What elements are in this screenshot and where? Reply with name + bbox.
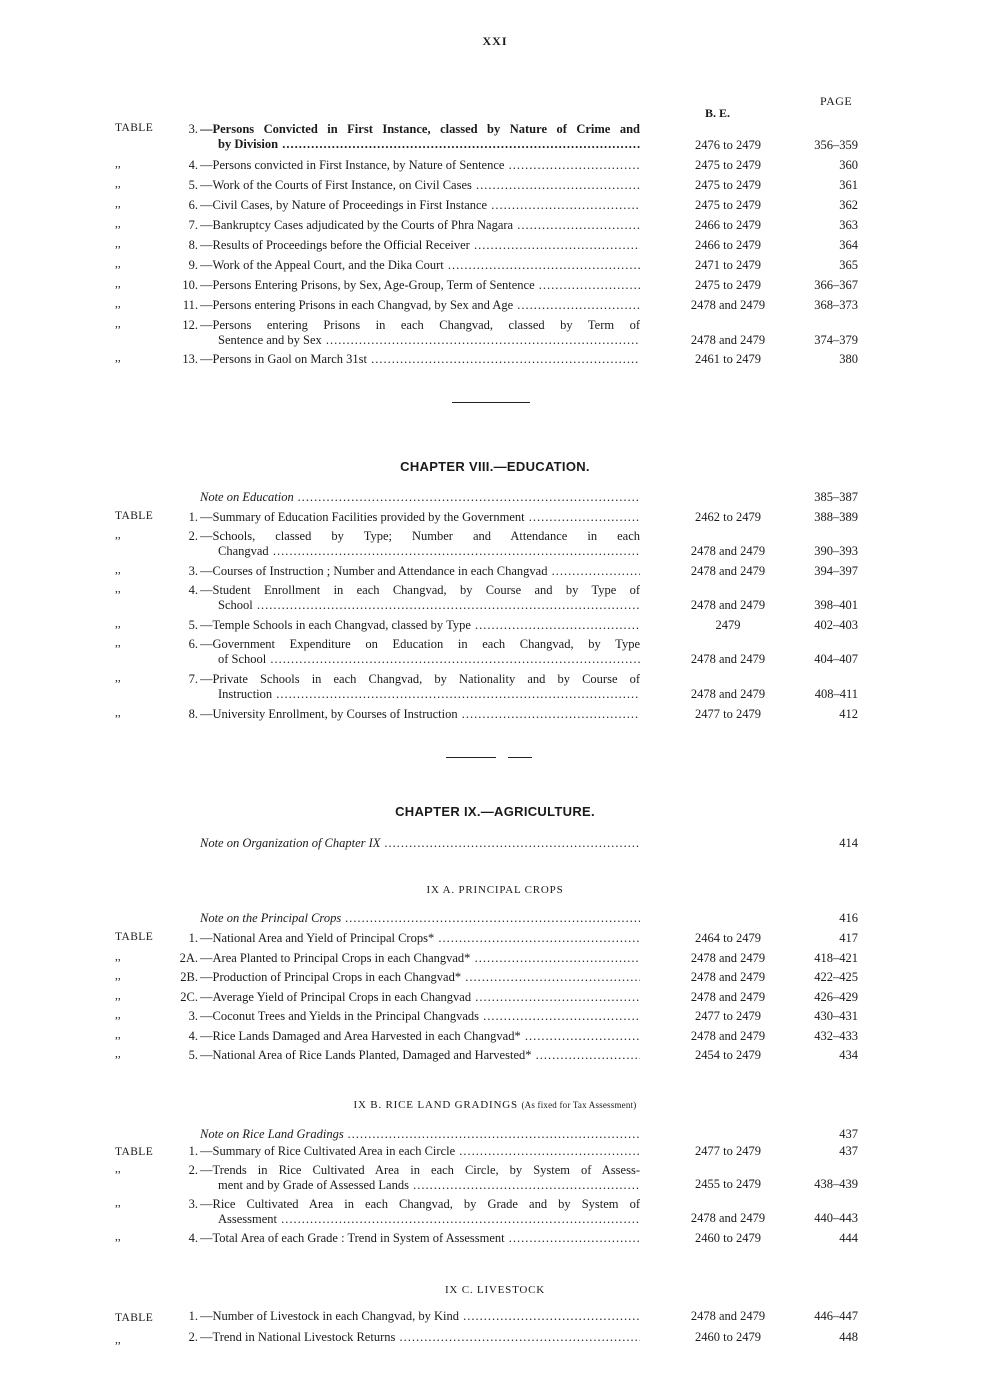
title-line: —Persons entering Prisons in each Changvad, by Sex and Age ..... — [200, 298, 640, 313]
entry-title — [200, 1009, 640, 1024]
entry-pages: 374–379 — [814, 333, 858, 347]
entry-years: 2466 to 2479 — [695, 218, 761, 232]
entry-title — [200, 122, 640, 151]
table-label: ,, — [115, 990, 121, 1002]
table-number: 1. — [188, 1144, 198, 1158]
title-line: Instruction ..... — [200, 687, 640, 702]
entry-years: 2478 and 2479 — [690, 970, 766, 984]
entry-title — [200, 238, 640, 253]
title-line: Note on Organization of Chapter IX ..... — [200, 836, 640, 851]
entry-years: 2478 and 2479 — [690, 990, 766, 1004]
entry-title — [200, 951, 640, 966]
column-header-page: PAGE — [820, 94, 853, 108]
entry-pages: 432–433 — [814, 1029, 858, 1043]
title-line: —Temple Schools in each Changvad, classed by Type ..... — [200, 618, 640, 633]
table-label: ,, — [115, 1231, 121, 1243]
table-number: 4. — [188, 1231, 198, 1245]
entry-title — [200, 618, 640, 633]
entry-pages: 426–429 — [814, 990, 858, 1004]
entry-title — [200, 198, 640, 213]
entry-title — [200, 218, 640, 233]
section-heading-title: IX B. RICE LAND GRADINGS — [353, 1099, 518, 1111]
entry-years: 2478 and 2479 — [690, 544, 766, 558]
title-line: —National Area and Yield of Principal Crops* ..... — [200, 931, 640, 946]
table-label: ,, — [115, 707, 121, 719]
title-line: —Persons entering Prisons in each Changvad, classed by Term of — [200, 318, 640, 332]
entry-pages: 408–411 — [814, 687, 858, 701]
entry-pages: 434 — [839, 1048, 858, 1062]
table-label: ,, — [115, 158, 121, 170]
entry-years: 2460 to 2479 — [695, 1330, 761, 1344]
section-heading — [0, 1099, 990, 1111]
title-line: —Schools, classed by Type; Number and Attendance in each — [200, 529, 640, 543]
entry-title — [200, 1197, 640, 1226]
title-line: —Total Area of each Grade : Trend in System of Assessment ..... — [200, 1231, 640, 1246]
table-label: ,, — [115, 529, 121, 541]
table-label: ,, — [115, 298, 121, 310]
entry-years: 2478 and 2479 — [690, 1029, 766, 1043]
entry-pages: 385–387 — [814, 490, 858, 504]
table-number: 5. — [188, 618, 198, 632]
entry-pages: 365 — [839, 258, 858, 272]
table-number: 8. — [188, 707, 198, 721]
title-line: —Summary of Rice Cultivated Area in each Circle ..... — [200, 1144, 640, 1159]
title-line: —Bankruptcy Cases adjudicated by the Courts of Phra Nagara ..... — [200, 218, 640, 233]
entry-title — [200, 178, 640, 193]
table-number: 2B. — [180, 970, 198, 984]
title-line: —Persons convicted in First Instance, by Nature of Sentence ..... — [200, 158, 640, 173]
table-number: 1. — [188, 510, 198, 524]
entry-years: 2476 to 2479 — [695, 138, 761, 152]
entry-pages: 368–373 — [814, 298, 858, 312]
table-label: ,, — [115, 564, 121, 576]
entry-title — [200, 1231, 640, 1246]
title-line: —Trend in National Livestock Returns ..... — [200, 1330, 640, 1345]
entry-title — [200, 672, 640, 701]
entry-years: 2471 to 2479 — [695, 258, 761, 272]
table-number: 6. — [188, 198, 198, 212]
entry-years: 2462 to 2479 — [695, 510, 761, 524]
table-number: 10. — [182, 278, 198, 292]
entry-pages: 356–359 — [814, 138, 858, 152]
entry-title — [200, 529, 640, 558]
entry-years: 2461 to 2479 — [695, 352, 761, 366]
entry-pages: 437 — [839, 1127, 858, 1141]
title-line: Note on the Principal Crops ..... — [200, 911, 640, 926]
entry-years: 2460 to 2479 — [695, 1231, 761, 1245]
title-line: —Coconut Trees and Yields in the Principal Changvads ..... — [200, 1009, 640, 1024]
title-line: —Area Planted to Principal Crops in each Changvad* ..... — [200, 951, 640, 966]
entry-pages: 448 — [839, 1330, 858, 1344]
table-number: 3. — [188, 1197, 198, 1211]
title-line: —Number of Livestock in each Changvad, by Kind ..... — [200, 1309, 640, 1324]
title-line: —Private Schools in each Changvad, by Nationality and by Course of — [200, 672, 640, 686]
entry-years: 2478 and 2479 — [690, 652, 766, 666]
title-line: —Trends in Rice Cultivated Area in each Circle, by System of Assess- — [200, 1163, 640, 1177]
table-label: ,, — [115, 618, 121, 630]
entry-title — [200, 564, 640, 579]
chapter-heading: CHAPTER VIII.—EDUCATION. — [400, 459, 590, 474]
title-line: —Student Enrollment in each Changvad, by Course and by Type of — [200, 583, 640, 597]
entry-years: 2478 and 2479 — [690, 333, 766, 347]
title-line: Assessment ..... — [200, 1212, 640, 1227]
entry-pages: 404–407 — [814, 652, 858, 666]
table-label: TABLE — [115, 1312, 154, 1324]
table-number: 11. — [182, 298, 198, 312]
table-label: ,, — [115, 1163, 121, 1175]
entry-pages: 444 — [839, 1231, 858, 1245]
entry-years: 2475 to 2479 — [695, 178, 761, 192]
entry-pages: 362 — [839, 198, 858, 212]
entry-years: 2466 to 2479 — [695, 238, 761, 252]
table-label: TABLE — [115, 931, 154, 943]
title-line: of School ..... — [200, 652, 640, 667]
table-number: 5. — [188, 1048, 198, 1062]
entry-years: 2455 to 2479 — [695, 1177, 761, 1191]
table-number: 4. — [188, 158, 198, 172]
entry-pages: 437 — [839, 1144, 858, 1158]
entry-title — [200, 318, 640, 347]
entry-title — [200, 836, 640, 851]
title-line: Sentence and by Sex ..... — [200, 333, 640, 348]
table-label: ,, — [115, 178, 121, 190]
table-number: 6. — [188, 637, 198, 651]
table-number: 9. — [188, 258, 198, 272]
table-label: ,, — [115, 258, 121, 270]
entry-years: 2478 and 2479 — [690, 298, 766, 312]
table-label: ,, — [115, 1334, 121, 1346]
title-line: —University Enrollment, by Courses of Instruction ..... — [200, 707, 640, 722]
entry-title — [200, 1330, 640, 1345]
entry-pages: 438–439 — [814, 1177, 858, 1191]
column-header-years: B. E. — [705, 106, 731, 120]
section-divider — [508, 757, 532, 758]
entry-title — [200, 258, 640, 273]
entry-pages: 364 — [839, 238, 858, 252]
entry-title — [200, 278, 640, 293]
entry-title — [200, 158, 640, 173]
table-label: ,, — [115, 970, 121, 982]
entry-title — [200, 490, 640, 505]
title-line: —Work of the Appeal Court, and the Dika Court ..... — [200, 258, 640, 273]
entry-years: 2454 to 2479 — [695, 1048, 761, 1062]
table-label: ,, — [115, 278, 121, 290]
entry-years: 2475 to 2479 — [695, 158, 761, 172]
table-number: 7. — [188, 218, 198, 232]
title-line: —Summary of Education Facilities provided by the Government ..... — [200, 510, 640, 525]
title-line: Changvad ..... — [200, 544, 640, 559]
title-line: —Courses of Instruction ; Number and Attendance in each Changvad ..... — [200, 564, 640, 579]
entry-years: 2478 and 2479 — [690, 564, 766, 578]
chapter-heading: CHAPTER IX.—AGRICULTURE. — [395, 804, 595, 819]
entry-pages: 361 — [839, 178, 858, 192]
title-line: —Government Expenditure on Education in each Changvad, by Type — [200, 637, 640, 651]
section-heading-note: (As fixed for Tax Assessment) — [521, 1100, 637, 1110]
entry-pages: 440–443 — [814, 1211, 858, 1225]
table-label: ,, — [115, 1009, 121, 1021]
entry-years: 2475 to 2479 — [695, 278, 761, 292]
section-divider — [452, 402, 530, 403]
entry-years: 2478 and 2479 — [690, 1309, 766, 1323]
entry-years: 2477 to 2479 — [695, 1144, 761, 1158]
title-line: —National Area of Rice Lands Planted, Damaged and Harvested* ..... — [200, 1048, 640, 1063]
entry-years: 2477 to 2479 — [695, 1009, 761, 1023]
entry-pages: 380 — [839, 352, 858, 366]
table-label: ,, — [115, 352, 121, 364]
title-line: —Rice Lands Damaged and Area Harvested in each Changvad* ..... — [200, 1029, 640, 1044]
table-number: 2. — [188, 529, 198, 543]
entry-pages: 446–447 — [814, 1309, 858, 1323]
entry-title — [200, 707, 640, 722]
entry-years: 2478 and 2479 — [690, 1211, 766, 1225]
entry-pages: 363 — [839, 218, 858, 232]
title-line: —Rice Cultivated Area in each Changvad, by Grade and by System of — [200, 1197, 640, 1211]
entry-pages: 422–425 — [814, 970, 858, 984]
entry-title — [200, 583, 640, 612]
entry-title — [200, 1144, 640, 1159]
entry-title — [200, 911, 640, 926]
entry-pages: 418–421 — [814, 951, 858, 965]
table-number: 4. — [188, 583, 198, 597]
table-number: 5. — [188, 178, 198, 192]
title-line: —Work of the Courts of First Instance, on Civil Cases ..... — [200, 178, 640, 193]
entry-title — [200, 637, 640, 666]
entry-years: 2478 and 2479 — [690, 687, 766, 701]
table-label: ,, — [115, 1029, 121, 1041]
table-label: ,, — [115, 637, 121, 649]
entry-years: 2475 to 2479 — [695, 198, 761, 212]
entry-title — [200, 931, 640, 946]
title-line: by Division ..... — [200, 137, 640, 152]
entry-pages: 416 — [839, 911, 858, 925]
table-number: 12. — [182, 318, 198, 332]
entry-title — [200, 352, 640, 367]
entry-pages: 414 — [839, 836, 858, 850]
table-label: TABLE — [115, 1146, 154, 1158]
title-line: —Civil Cases, by Nature of Proceedings in First Instance ..... — [200, 198, 640, 213]
entry-pages: 430–431 — [814, 1009, 858, 1023]
table-number: 2C. — [180, 990, 198, 1004]
entry-title — [200, 970, 640, 985]
table-number: 2A. — [179, 951, 198, 965]
table-label: ,, — [115, 583, 121, 595]
section-heading: IX A. PRINCIPAL CROPS — [426, 884, 564, 896]
entry-years: 2464 to 2479 — [695, 931, 761, 945]
table-number: 8. — [188, 238, 198, 252]
title-line: —Production of Principal Crops in each Changvad* ..... — [200, 970, 640, 985]
page-number: XXI — [482, 34, 508, 48]
table-number: 1. — [188, 931, 198, 945]
table-number: 3. — [188, 122, 198, 136]
title-line: —Persons Entering Prisons, by Sex, Age-Group, Term of Sentence ..... — [200, 278, 640, 293]
table-label: ,, — [115, 218, 121, 230]
table-label: TABLE — [115, 122, 154, 134]
entry-pages: 360 — [839, 158, 858, 172]
entry-pages: 402–403 — [814, 618, 858, 632]
title-line: Note on Education ..... — [200, 490, 640, 505]
table-label: TABLE — [115, 510, 154, 522]
table-number: 2. — [188, 1163, 198, 1177]
table-label: ,, — [115, 238, 121, 250]
title-line: School ..... — [200, 598, 640, 613]
table-number: 13. — [182, 352, 198, 366]
section-divider — [446, 757, 496, 758]
entry-pages: 398–401 — [814, 598, 858, 612]
table-number: 1. — [188, 1309, 198, 1323]
entry-title — [200, 1029, 640, 1044]
title-line: Note on Rice Land Gradings ..... — [200, 1127, 640, 1142]
table-number: 3. — [188, 564, 198, 578]
entry-pages: 388–389 — [814, 510, 858, 524]
table-number: 7. — [188, 672, 198, 686]
table-label: ,, — [115, 198, 121, 210]
entry-pages: 412 — [839, 707, 858, 721]
entry-title — [200, 510, 640, 525]
entry-pages: 417 — [839, 931, 858, 945]
title-line: —Average Yield of Principal Crops in each Changvad ..... — [200, 990, 640, 1005]
entry-years: 2478 and 2479 — [690, 598, 766, 612]
title-line: —Persons Convicted in First Instance, classed by Nature of Crime and — [200, 122, 640, 136]
entry-title — [200, 1163, 640, 1192]
entry-years: 2479 — [715, 618, 741, 632]
entry-title — [200, 1127, 640, 1142]
entry-title — [200, 1309, 640, 1324]
table-label: ,, — [115, 318, 121, 330]
entry-pages: 366–367 — [814, 278, 858, 292]
table-label: ,, — [115, 951, 121, 963]
entry-title — [200, 990, 640, 1005]
entry-pages: 390–393 — [814, 544, 858, 558]
entry-years: 2477 to 2479 — [695, 707, 761, 721]
table-label: ,, — [115, 1048, 121, 1060]
table-label: ,, — [115, 1197, 121, 1209]
table-number: 4. — [188, 1029, 198, 1043]
title-line: —Results of Proceedings before the Official Receiver ..... — [200, 238, 640, 253]
title-line: ment and by Grade of Assessed Lands ..... — [200, 1178, 640, 1193]
entry-title — [200, 1048, 640, 1063]
title-line: —Persons in Gaol on March 31st ..... — [200, 352, 640, 367]
entry-title — [200, 298, 640, 313]
entry-pages: 394–397 — [814, 564, 858, 578]
section-heading: IX C. LIVESTOCK — [444, 1284, 546, 1296]
table-label: ,, — [115, 672, 121, 684]
table-number: 2. — [188, 1330, 198, 1344]
entry-years: 2478 and 2479 — [690, 951, 766, 965]
table-number: 3. — [188, 1009, 198, 1023]
